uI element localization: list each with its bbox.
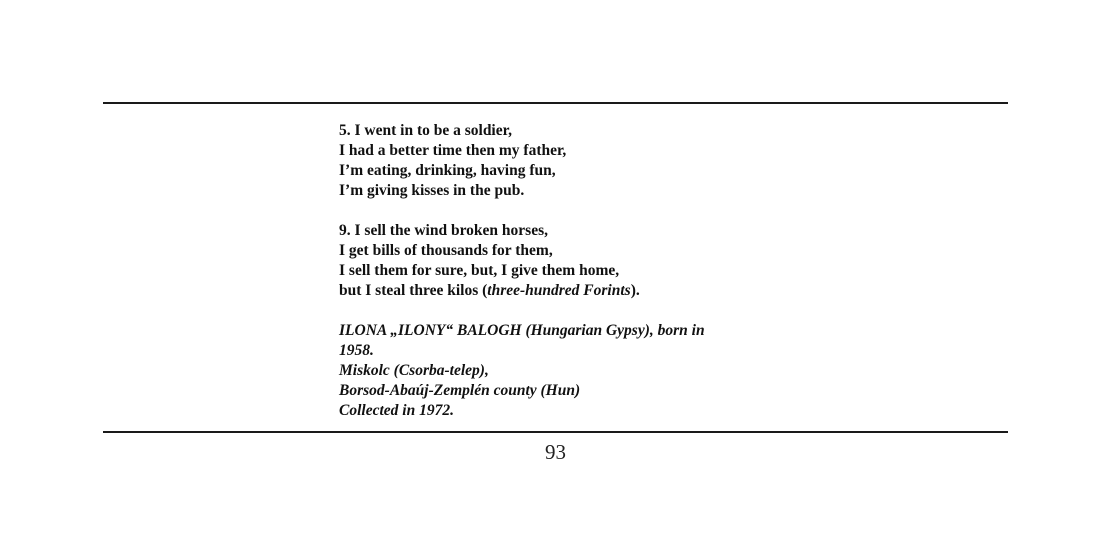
verse-line: I’m eating, drinking, having fun, bbox=[339, 162, 556, 179]
page-number: 93 bbox=[545, 440, 566, 464]
verse-text: but I steal three kilos ( bbox=[339, 282, 488, 299]
attribution-line: Miskolc (Csorba-telep), bbox=[339, 362, 489, 379]
verse-line: 9. I sell the wind broken horses, bbox=[339, 222, 548, 239]
attribution-line: 1958. bbox=[339, 342, 374, 359]
verse-line: I sell them for sure, but, I give them home, bbox=[339, 262, 620, 279]
verse-line: I’m giving kisses in the pub. bbox=[339, 182, 525, 199]
top-rule bbox=[103, 102, 1008, 104]
verse-line: I get bills of thousands for them, bbox=[339, 242, 553, 259]
verse-text: ). bbox=[630, 282, 640, 299]
verse-line: 5. I went in to be a soldier, bbox=[339, 122, 512, 139]
stanza-9 bbox=[339, 221, 779, 301]
bottom-rule bbox=[103, 431, 1008, 433]
attribution-line: Borsod-Abaúj-Zemplén county (Hun) bbox=[339, 382, 581, 399]
attribution-line: Collected in 1972. bbox=[339, 402, 454, 419]
verse-line: I had a better time then my father, bbox=[339, 142, 567, 159]
singer-attribution bbox=[339, 321, 779, 421]
verse-line-with-emphasis bbox=[339, 281, 779, 301]
page-body bbox=[339, 121, 779, 421]
attribution-line: ILONA „ILONY“ BALOGH (Hungarian Gypsy), born in bbox=[339, 322, 705, 339]
emphasized-text: three-hundred Forints bbox=[487, 282, 631, 299]
stanza-5 bbox=[339, 121, 779, 201]
